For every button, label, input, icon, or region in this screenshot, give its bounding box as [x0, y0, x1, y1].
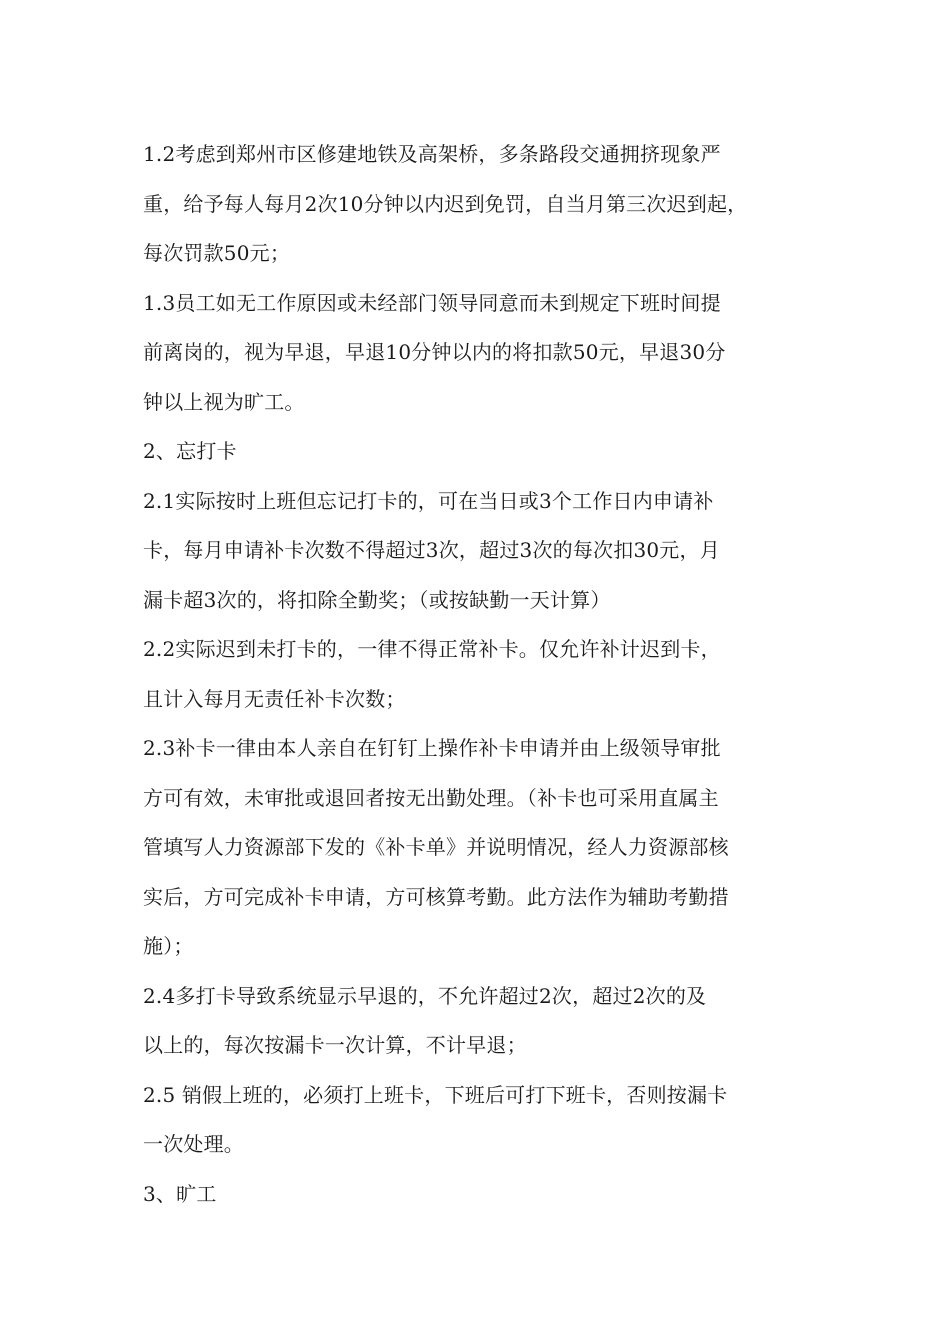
document-body: [143, 130, 823, 1219]
text-line: 以上的，每次按漏卡一次计算，不计早退；: [143, 1033, 527, 1057]
paragraph-p-2-1: [143, 477, 823, 626]
text-line: 每次罚款50元；: [143, 241, 291, 265]
text-line: 3、旷工: [143, 1181, 217, 1206]
text-line: 2.1实际按时上班但忘记打卡的，可在当日或3个工作日内申请补: [143, 488, 714, 513]
text-line: 2、忘打卡: [143, 439, 237, 463]
text-line: 且计入每月无责任补卡次数；: [143, 686, 406, 711]
paragraph-p-2-2: [143, 625, 823, 724]
text-line: 钟以上视为旷工。: [143, 389, 305, 414]
text-line: 施）；: [143, 934, 194, 958]
text-line: 1.3员工如无工作原因或未经部门领导同意而未到规定下班时间提: [143, 290, 721, 315]
text-line: 前离岗的，视为早退，早退10分钟以内的将扣款50元，早退30分: [143, 340, 726, 364]
paragraph-p-2: [143, 427, 823, 477]
text-line: 一次处理。: [143, 1132, 244, 1156]
paragraph-p-2-5: [143, 1071, 823, 1170]
text-line: 2.3补卡一律由本人亲自在钉钉上操作补卡申请并由上级领导审批: [143, 736, 721, 760]
text-line: 2.2实际迟到未打卡的，一律不得正常补卡。仅允许补计迟到卡，: [143, 637, 721, 661]
text-line: 2.4多打卡导致系统显示早退的，不允许超过2次，超过2次的及: [143, 983, 707, 1008]
text-line: 卡，每月申请补卡次数不得超过3次，超过3次的每次扣30元，月: [143, 538, 720, 562]
text-line: 方可有效，未审批或退回者按无出勤处理。（补卡也可采用直属主: [143, 785, 719, 810]
text-line: 1.2考虑到郑州市区修建地铁及高架桥，多条路段交通拥挤现象严: [143, 142, 721, 166]
paragraph-p-2-4: [143, 972, 823, 1071]
text-line: 重，给予每人每月2次10分钟以内迟到免罚，自当月第三次迟到起，: [143, 191, 748, 216]
text-line: 2.5 销假上班的，必须打上班卡，下班后可打下班卡，否则按漏卡: [143, 1082, 728, 1107]
paragraph-p-2-3: [143, 724, 823, 972]
text-line: 管填写人力资源部下发的《补卡单》并说明情况，经人力资源部核: [143, 835, 729, 859]
text-line: 漏卡超3次的，将扣除全勤奖；（或按缺勤一天计算）: [143, 587, 611, 612]
paragraph-p-3: [143, 1170, 823, 1220]
text-line: 实后，方可完成补卡申请，方可核算考勤。此方法作为辅助考勤措: [143, 884, 729, 909]
paragraph-p-1-2: [143, 130, 823, 279]
paragraph-p-1-3: [143, 279, 823, 428]
